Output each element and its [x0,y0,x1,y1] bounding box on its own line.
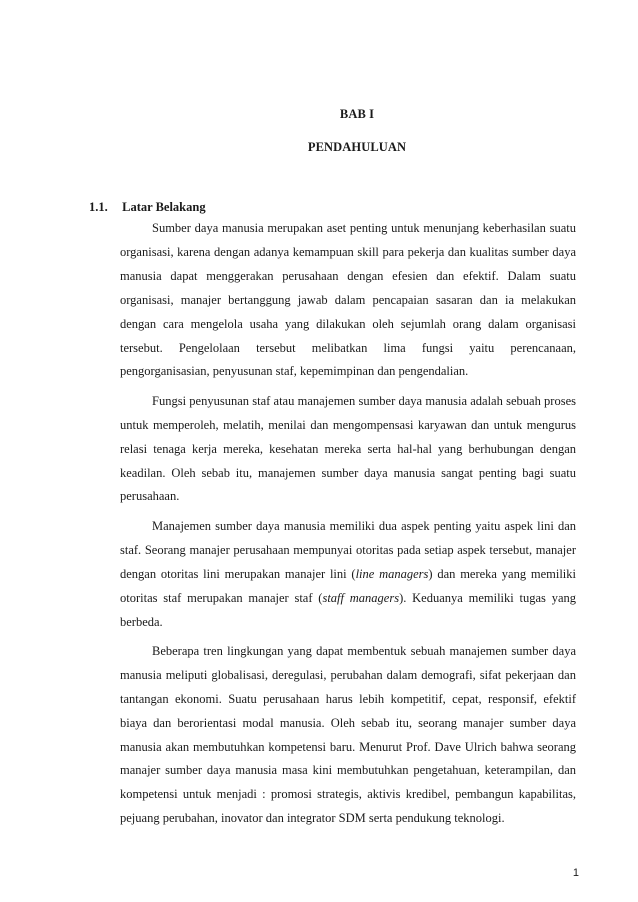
paragraph [120,390,576,510]
text-run: Fungsi penyusunan staf atau manajemen sumber daya manusia adalah sebuah proses untuk memperoleh, melatih, menilai dan mengompensasi karyawan dan untuk mengurus relasi tenaga kerja mereka, kesehatan mereka serta hal-hal yang berhubungan dengan keadilan. Oleh sebab itu, manajemen sumber daya manusia sangat penting bagi suatu perusahaan. [120,393,576,504]
italic-term: staff managers [322,590,400,605]
text-run: ). Keduanya memiliki tugas yang berbeda. [120,590,576,629]
chapter-title: PENDAHULUAN [307,140,407,154]
body-text [120,217,576,837]
text-run: Sumber daya manusia merupakan aset penting untuk menunjang keberhasilan suatu organisasi, karena dengan adanya kemampuan skill para pekerja dan kualitas sumber daya manusia dapat menggerakan perusahaan dengan efesien dan efektif. Dalam suatu organisasi, manajer bertanggung jawab dalam pencapaian sasaran dan ia melakukan dengan cara mengelola usaha yang dilakukan oleh sejumlah orang dalam organisasi tersebut. Pengelolaan tersebut melibatkan lima fungsi yaitu perencanaan, pengorganisasian, penyusunan staf, kepemimpinan dan pengendalian. [120,221,576,379]
section-title: Latar Belakang [122,200,206,214]
paragraph [120,217,576,384]
section-number: 1.1. [89,200,108,214]
chapter-number: BAB I [339,107,375,121]
text-run: Manajemen sumber daya manusia memiliki dua aspek penting yaitu aspek lini dan staf. Seorang manajer perusahaan mempunyai otoritas pada setiap aspek tersebut, manajer dengan otoritas lini merupakan manajer lini ( [120,518,576,581]
italic-term: line managers [355,566,429,581]
paragraph [120,640,576,831]
paragraph [120,515,576,635]
page-number: 1 [572,867,579,879]
text-run: ) dan mereka yang memiliki otoritas staf merupakan manajer staf ( [120,566,576,605]
text-run: Beberapa tren lingkungan yang dapat membentuk sebuah manajemen sumber daya manusia meliputi globalisasi, deregulasi, perubahan dalam demografi, sifat pekerjaan dan tantangan ekonomi. Suatu perusahaan harus lebih kompetitif, cepat, responsif, efektif biaya dan berorientasi modal manusia. Oleh sebab itu, seorang manajer sumber daya manusia akan membutuhkan kompetensi baru. Menurut Prof. Dave Ulrich bahwa seorang manajer sumber daya manusia masa kini membutuhkan pengetahuan, keterampilan, dan kompetensi untuk menjadi : promosi strategis, aktivis kredibel, pembangun kapabilitas, pejuang perubahan, inovator dan integrator SDM serta pendukung teknologi. [120,643,576,826]
section-heading [89,200,206,215]
